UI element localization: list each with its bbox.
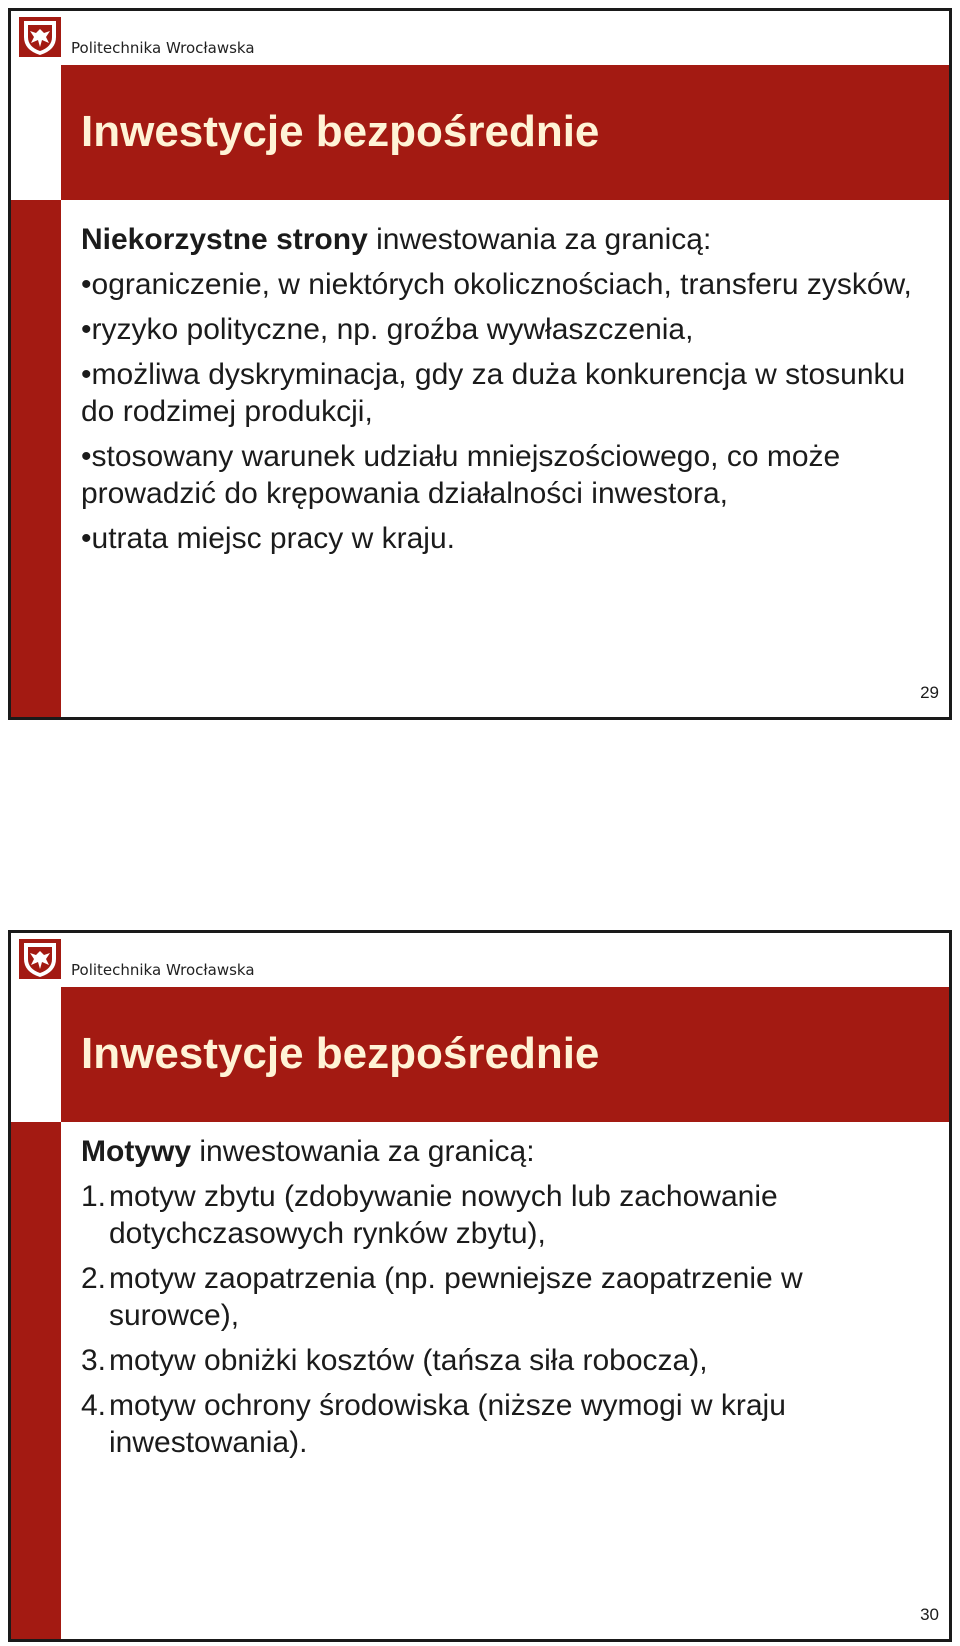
bullet-icon: • <box>81 522 92 555</box>
heading-bold: Niekorzystne strony <box>81 223 368 256</box>
slide-title: Inwestycje bezpośrednie <box>81 107 600 156</box>
list-item: 2. motyw zaopatrzenia (np. pewniejsze zaopatrzenie w surowce), <box>81 1262 803 1332</box>
heading-rest: inwestowania za granicą: <box>367 223 712 256</box>
bullet-list <box>81 266 919 557</box>
slide-29 <box>8 8 952 720</box>
page-number: 29 <box>920 683 939 702</box>
list-item: •ograniczenie, w niektórych okolicznościach, transferu zysków, <box>81 268 912 301</box>
page-number: 30 <box>920 1605 939 1624</box>
list-item: •możliwa dyskryminacja, gdy za duża konkurencja w stosunku do rodzimej produkcji, <box>81 358 906 428</box>
heading-rest: inwestowania za granicą: <box>191 1135 535 1168</box>
list-item: 1. motyw zbytu (zdobywanie nowych lub zachowanie dotychczasowych rynków zbytu), <box>81 1180 778 1250</box>
bullet-icon: • <box>81 358 92 391</box>
slide-content <box>81 1133 919 1469</box>
title-band <box>61 987 949 1122</box>
sidebar-bar <box>11 65 61 717</box>
eagle-crest-icon <box>19 939 61 979</box>
list-item: •stosowany warunek udziału mniejszościowego, co może prowadzić do krępowania działalności inwestora, <box>81 440 841 510</box>
eagle-crest-icon <box>19 17 61 57</box>
slide-content <box>81 221 919 565</box>
item-number: 1. <box>81 1180 107 1213</box>
heading-bold: Motywy <box>81 1135 192 1168</box>
slide-30 <box>8 930 952 1642</box>
content-heading <box>81 1133 919 1170</box>
item-number: 3. <box>81 1344 107 1377</box>
org-name: Politechnika Wrocławska <box>71 961 255 979</box>
list-item: 4. motyw ochrony środowiska (niższe wymogi w kraju inwestowania). <box>81 1389 786 1459</box>
bullet-icon: • <box>81 440 92 473</box>
content-heading <box>81 221 919 258</box>
numbered-list <box>81 1178 919 1461</box>
item-number: 2. <box>81 1262 107 1295</box>
item-number: 4. <box>81 1389 107 1422</box>
title-band <box>61 65 949 200</box>
org-name: Politechnika Wrocławska <box>71 39 255 57</box>
bullet-icon: • <box>81 313 92 346</box>
list-item: •utrata miejsc pracy w kraju. <box>81 522 455 555</box>
list-item: •ryzyko polityczne, np. groźba wywłaszczenia, <box>81 313 694 346</box>
slide-title: Inwestycje bezpośrednie <box>81 1029 600 1078</box>
sidebar-bar <box>11 987 61 1639</box>
list-item: 3. motyw obniżki kosztów (tańsza siła robocza), <box>81 1344 708 1377</box>
bullet-icon: • <box>81 268 92 301</box>
